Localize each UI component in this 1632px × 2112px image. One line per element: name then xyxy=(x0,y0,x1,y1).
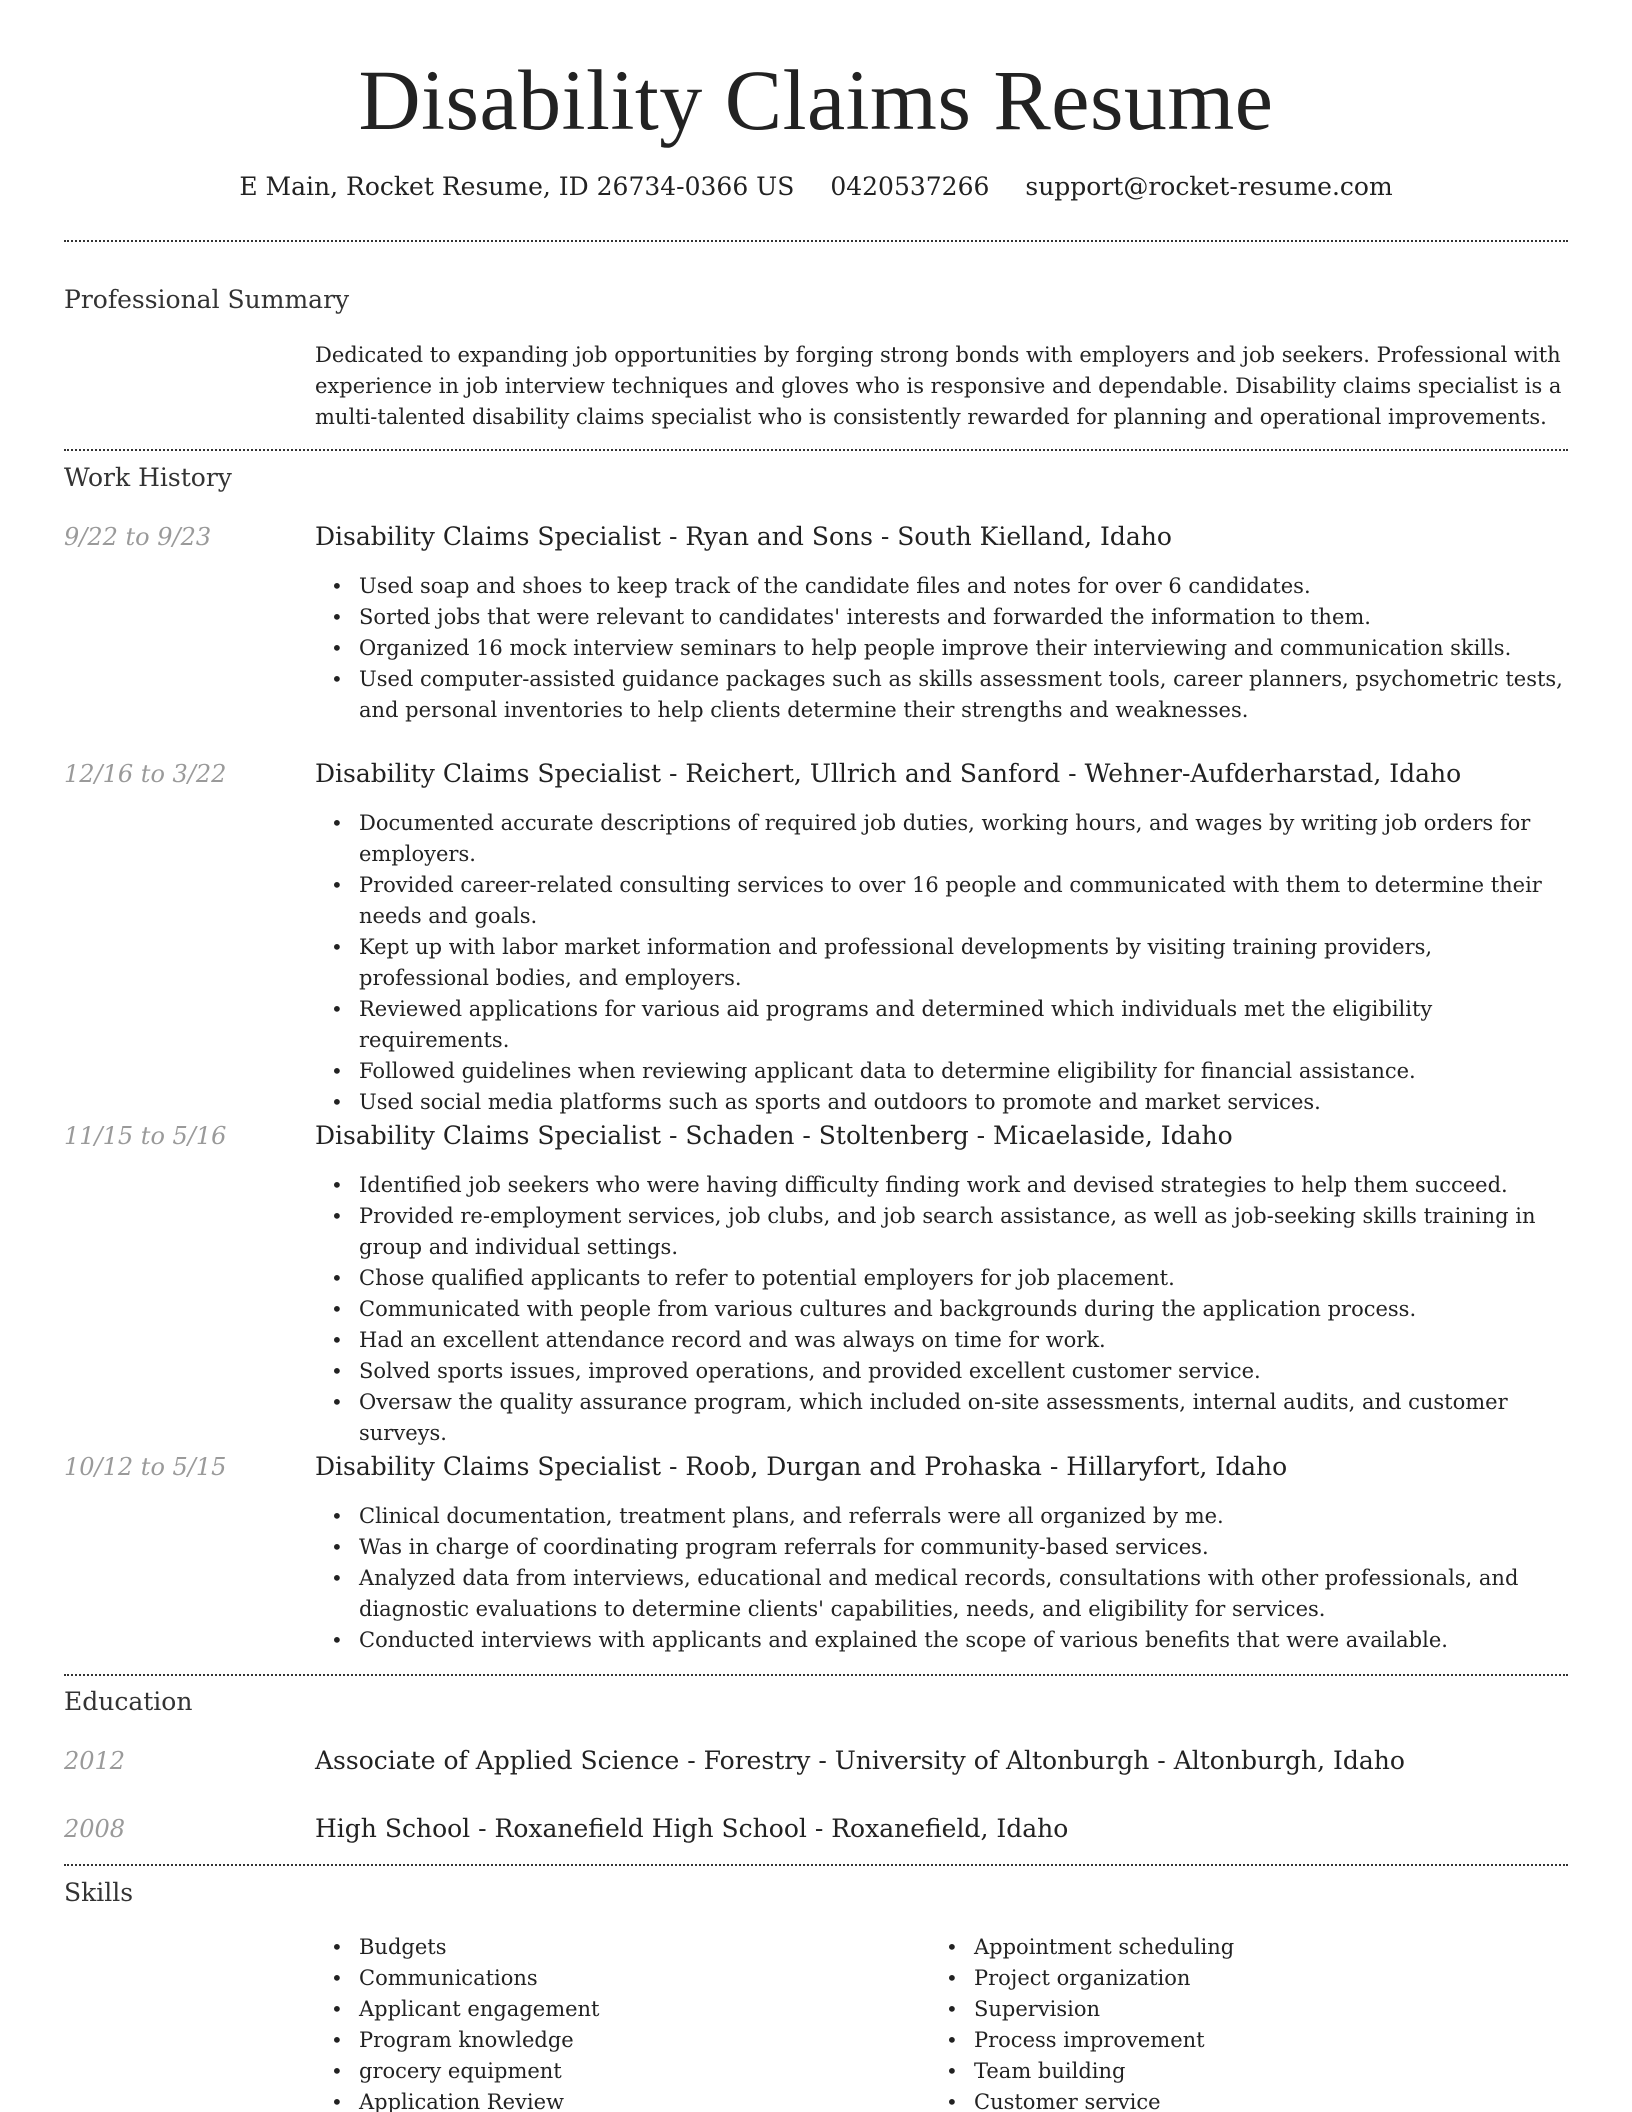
list-item: • Project organization xyxy=(930,1963,1530,1994)
list-item: • Communicated with people from various cultures and backgrounds during the application process. xyxy=(315,1294,1568,1325)
list-item: • Process improvement xyxy=(930,2025,1530,2056)
list-item: • Solved sports issues, improved operations, and provided excellent customer service. xyxy=(315,1356,1568,1387)
list-item: • Was in charge of coordinating program referrals for community-based services. xyxy=(315,1532,1568,1563)
job-bullets xyxy=(315,571,1568,726)
list-item: • Oversaw the quality assurance program, which included on-site assessments, internal audits, and customer surveys. xyxy=(315,1387,1568,1449)
divider xyxy=(64,1674,1568,1676)
job-bullets xyxy=(315,1501,1568,1656)
list-item: • Had an excellent attendance record and was always on time for work. xyxy=(315,1325,1568,1356)
list-item: • Used computer-assisted guidance packages such as skills assessment tools, career planners, psychometric tests, and personal inventories to help clients determine their strengths and weaknesses. xyxy=(315,664,1568,726)
list-item: • Provided re-employment services, job clubs, and job search assistance, as well as job-seeking skills training in group and individual settings. xyxy=(315,1201,1568,1263)
education-year: 2008 xyxy=(64,1815,126,1843)
resume-title: Disability Claims Resume xyxy=(358,52,1274,148)
skills-list-left xyxy=(315,1932,915,2112)
list-item: • Communications xyxy=(315,1963,915,1994)
job-title: Disability Claims Specialist - Schaden - Stoltenberg - Micaelaside, Idaho xyxy=(315,1121,1233,1150)
list-item: • Budgets xyxy=(315,1932,915,1963)
list-item: • Used social media platforms such as sports and outdoors to promote and market services. xyxy=(315,1087,1568,1118)
skills-heading: Skills xyxy=(64,1878,134,1907)
list-item: • Sorted jobs that were relevant to candidates' interests and forwarded the information to them. xyxy=(315,602,1568,633)
contact-line xyxy=(64,170,1568,204)
contact-email: support@rocket-resume.com xyxy=(1025,172,1393,201)
job-title: Disability Claims Specialist - Ryan and Sons - South Kielland, Idaho xyxy=(315,522,1172,551)
list-item: • Reviewed applications for various aid programs and determined which individuals met the eligibility requirements. xyxy=(315,994,1568,1056)
list-item: • Clinical documentation, treatment plans, and referrals were all organized by me. xyxy=(315,1501,1568,1532)
skills-list-right xyxy=(930,1932,1530,2112)
job-dates: 10/12 to 5/15 xyxy=(64,1453,227,1481)
divider xyxy=(64,240,1568,242)
work-history-heading: Work History xyxy=(64,463,232,492)
job-dates: 9/22 to 9/23 xyxy=(64,523,212,551)
resume-page xyxy=(64,0,1568,2112)
list-item: • Customer service xyxy=(930,2087,1530,2112)
list-item: • Identified job seekers who were having difficulty finding work and devised strategies to help them succeed. xyxy=(315,1170,1568,1201)
job-bullets xyxy=(315,808,1568,1118)
list-item: • Kept up with labor market information and professional developments by visiting training providers, professional bodies, and employers. xyxy=(315,932,1568,994)
job-title: Disability Claims Specialist - Roob, Durgan and Prohaska - Hillaryfort, Idaho xyxy=(315,1452,1288,1481)
list-item: • Conducted interviews with applicants and explained the scope of various benefits that were available. xyxy=(315,1625,1568,1656)
contact-address: E Main, Rocket Resume, ID 26734-0366 US xyxy=(239,172,795,201)
contact-phone: 0420537266 xyxy=(830,172,990,201)
education-heading: Education xyxy=(64,1687,193,1716)
list-item: • Used soap and shoes to keep track of the candidate files and notes for over 6 candidates. xyxy=(315,571,1568,602)
divider xyxy=(64,449,1568,451)
education-title: High School - Roxanefield High School - Roxanefield, Idaho xyxy=(315,1814,1069,1843)
summary-text: Dedicated to expanding job opportunities by forging strong bonds with employers and job seekers. Professional with experience in job interview techniques and gloves who is responsive and dependable. Disability claims specialist is a multi-talented disability claims specialist who is consistently rewarded for planning and operational improvements. xyxy=(315,343,1562,429)
list-item: • Application Review xyxy=(315,2087,915,2112)
education-title: Associate of Applied Science - Forestry - University of Altonburgh - Altonburgh, Idaho xyxy=(315,1746,1405,1775)
list-item: • Followed guidelines when reviewing applicant data to determine eligibility for financial assistance. xyxy=(315,1056,1568,1087)
list-item: • Appointment scheduling xyxy=(930,1932,1530,1963)
job-dates: 11/15 to 5/16 xyxy=(64,1122,227,1150)
list-item: • Chose qualified applicants to refer to potential employers for job placement. xyxy=(315,1263,1568,1294)
job-dates: 12/16 to 3/22 xyxy=(64,760,227,788)
summary-heading: Professional Summary xyxy=(64,285,350,314)
list-item: • Documented accurate descriptions of required job duties, working hours, and wages by writing job orders for employers. xyxy=(315,808,1568,870)
list-item: • Organized 16 mock interview seminars to help people improve their interviewing and communication skills. xyxy=(315,633,1568,664)
job-bullets xyxy=(315,1170,1568,1449)
education-year: 2012 xyxy=(64,1747,126,1775)
list-item: • Supervision xyxy=(930,1994,1530,2025)
job-title: Disability Claims Specialist - Reichert, Ullrich and Sanford - Wehner-Aufderharstad, Idaho xyxy=(315,759,1462,788)
list-item: • grocery equipment xyxy=(315,2056,915,2087)
list-item: • Program knowledge xyxy=(315,2025,915,2056)
list-item: • Team building xyxy=(930,2056,1530,2087)
divider xyxy=(64,1864,1568,1866)
list-item: • Applicant engagement xyxy=(315,1994,915,2025)
list-item: • Analyzed data from interviews, educational and medical records, consultations with other professionals, and diagnostic evaluations to determine clients' capabilities, needs, and eligibility for services. xyxy=(315,1563,1568,1625)
list-item: • Provided career-related consulting services to over 16 people and communicated with them to determine their needs and goals. xyxy=(315,870,1568,932)
